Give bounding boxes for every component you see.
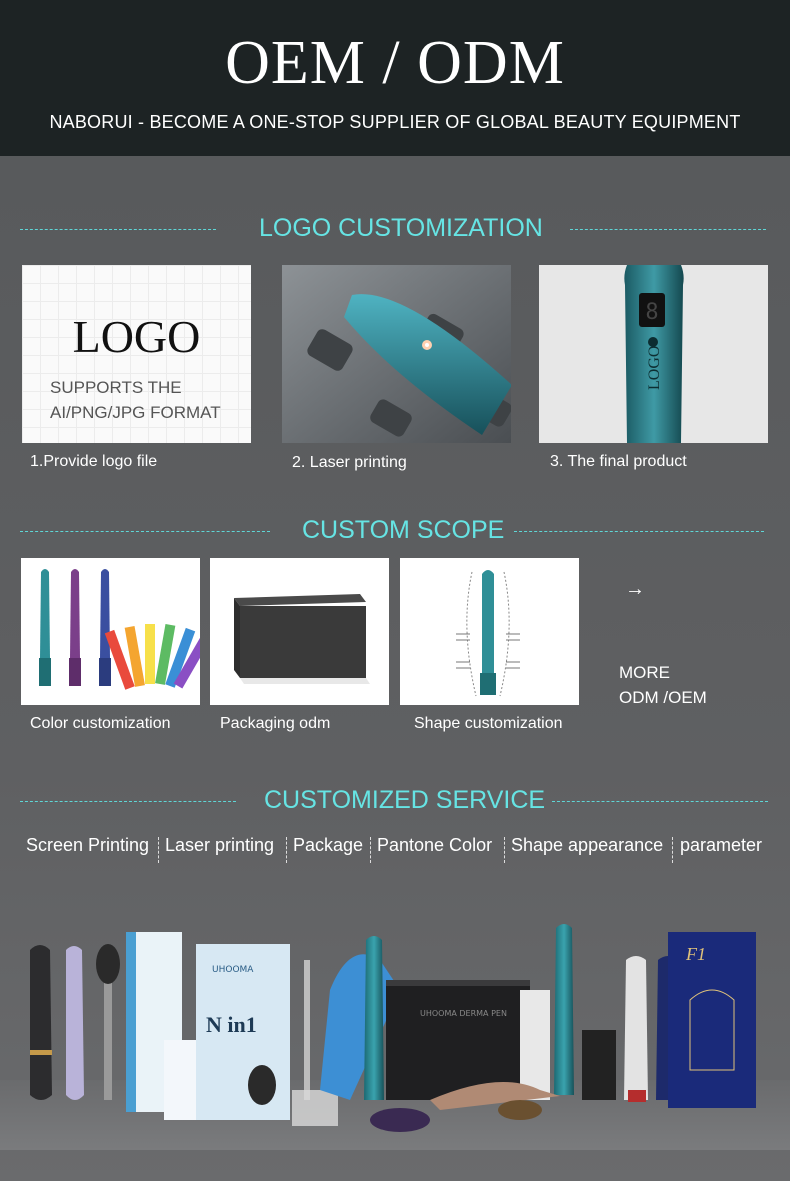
format-support-text: SUPPORTS THE AI/PNG/JPG FORMAT xyxy=(50,378,221,422)
service-divider xyxy=(504,837,505,863)
color-pens-image xyxy=(21,558,200,705)
laser-printing-photo xyxy=(282,265,511,443)
divider-left xyxy=(20,229,216,230)
scope-section-title: CUSTOM SCOPE xyxy=(302,516,505,544)
logo-section-title: LOGO CUSTOMIZATION xyxy=(259,214,543,242)
shape-customization-card xyxy=(400,558,579,705)
packaging-box-image xyxy=(210,558,389,705)
box-brand-text: UHOOMA xyxy=(212,965,254,975)
caption-laser-printing: 2. Laser printing xyxy=(292,454,407,471)
divider-left xyxy=(20,531,270,532)
gift-box-label: F1 xyxy=(686,944,706,964)
packaging-card xyxy=(210,558,389,705)
service-list xyxy=(20,835,780,865)
divider-left xyxy=(20,801,236,802)
laser-printing-image xyxy=(282,265,511,443)
caption-provide-logo: 1.Provide logo file xyxy=(30,453,158,470)
divider-right xyxy=(552,801,768,802)
service-divider xyxy=(672,837,673,863)
service-divider xyxy=(370,837,371,863)
logo-file-card xyxy=(22,265,251,443)
service-section-title: CUSTOMIZED SERVICE xyxy=(264,786,546,814)
service-item: Pantone Color xyxy=(377,835,493,855)
service-item: Laser printing xyxy=(165,835,275,855)
service-item: Shape appearance xyxy=(511,835,664,855)
pen-box-label: UHOOMA DERMA PEN xyxy=(420,1009,507,1018)
products-illustration xyxy=(0,920,790,1150)
arrow-right-icon: → xyxy=(625,578,645,600)
product-lineup-image xyxy=(0,920,790,1150)
caption-final-product: 3. The final product xyxy=(550,453,687,470)
svg-text:8: 8 xyxy=(645,300,659,325)
service-item: Screen Printing xyxy=(26,835,150,855)
service-item: Package xyxy=(293,835,364,855)
service-divider xyxy=(158,837,159,863)
caption-packaging-odm: Packaging odm xyxy=(220,715,331,732)
final-product-photo xyxy=(539,265,768,443)
more-odm-oem-text: MORE ODM /OEM xyxy=(619,663,707,707)
box-nin1-text: N in1 xyxy=(206,1012,257,1037)
service-divider xyxy=(286,837,287,863)
color-customization-card xyxy=(21,558,200,705)
divider-right xyxy=(570,229,766,230)
page-title: OEM / ODM xyxy=(225,29,565,97)
logo-placeholder-text: LOGO xyxy=(72,311,201,362)
caption-color-customization: Color customization xyxy=(30,715,171,732)
service-item: parameter xyxy=(680,835,763,855)
divider-right xyxy=(514,531,764,532)
caption-shape-customization: Shape customization xyxy=(414,715,563,732)
shape-pen-image xyxy=(400,558,579,705)
engraved-logo-text: LOGO xyxy=(646,345,663,390)
header-banner xyxy=(0,0,790,156)
page-subtitle: NABORUI - BECOME A ONE-STOP SUPPLIER OF GLOBAL BEAUTY EQUIPMENT xyxy=(49,112,741,132)
